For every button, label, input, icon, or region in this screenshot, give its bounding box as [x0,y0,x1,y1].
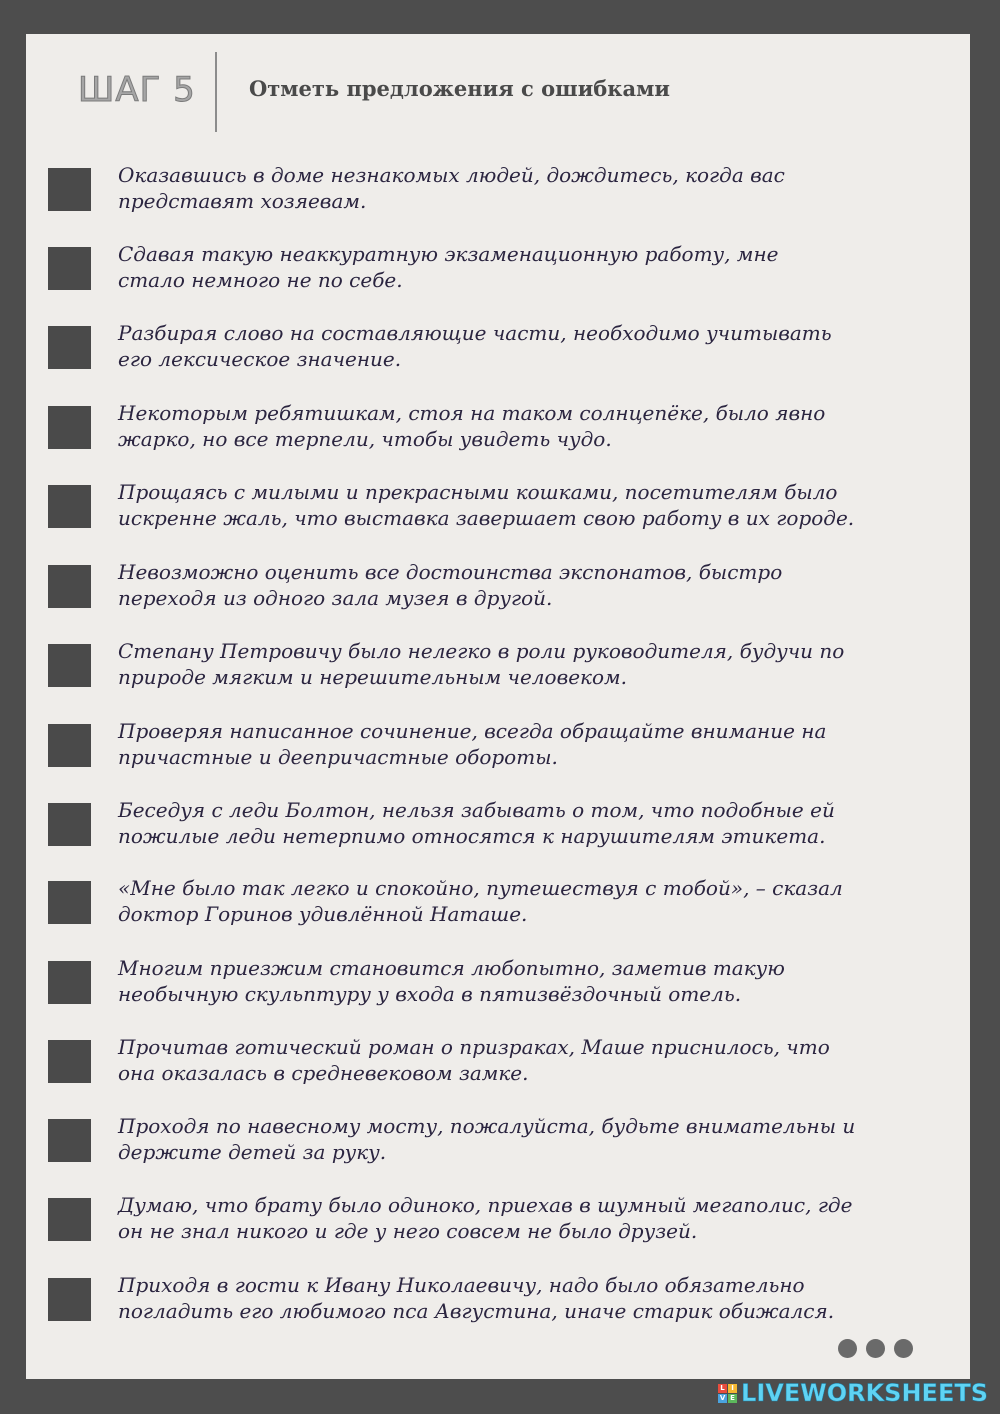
liveworksheets-logo[interactable] [718,1378,988,1408]
sentence-line-2: пожилые леди нетерпимо относятся к нарушителям этикета. [118,824,826,848]
sentence-line-2: переходя из одного зала музея в другой. [118,586,553,610]
sentence-checkbox[interactable] [48,1119,91,1162]
sentence-line-1: Проверяя написанное сочинение, всегда обращайте внимание на [118,719,827,743]
sentence-line-2: природе мягким и нерешительным человеком. [118,665,627,689]
sentence-checkbox[interactable] [48,961,91,1004]
sentence-item [26,638,970,698]
sentence-line-2: причастные и деепричастные обороты. [118,745,558,769]
sentence-line-1: Приходя в гости к Ивану Николаевичу, надо было обязательно [118,1273,805,1297]
sentence-item [26,320,970,380]
sentence-line-2: его лексическое значение. [118,347,402,371]
sentence-line-2: доктор Горинов удивлённой Наташе. [118,902,528,926]
sentence-checkbox[interactable] [48,803,91,846]
sentence-line-1: Разбирая слово на составляющие части, необходимо учитывать [118,321,832,345]
dot [894,1339,913,1358]
sentence-item [26,559,970,619]
sentence-checkbox[interactable] [48,406,91,449]
sentence-line-1: Оказавшись в доме незнакомых людей, дождитесь, когда вас [118,163,785,187]
sentence-line-1: Многим приезжим становится любопытно, заметив такую [118,956,785,980]
sentence-line-1: Думаю, что брату было одиноко, приехав в шумный мегаполис, где [118,1193,853,1217]
sentence-line-1: Некоторым ребятишкам, стоя на таком солнцепёке, было явно [118,401,826,425]
sentence-item [26,875,970,935]
sentence-item [26,162,970,222]
brand-name: LIVEWORKSHEETS [741,1379,988,1407]
sentence-item [26,400,970,460]
sentence-item [26,955,970,1015]
sentence-line-1: «Мне было так легко и спокойно, путешествуя с тобой», – сказал [118,876,843,900]
step-label: ШАГ 5 [78,70,196,110]
sentence-line-2: необычную скульптуру у входа в пятизвёздочный отель. [118,982,742,1006]
sentence-item [26,1192,970,1252]
brand-mark-letter: I [728,1384,737,1393]
sentence-line-1: Прощаясь с милыми и прекрасными кошками, посетителям было [118,480,838,504]
sentence-line-1: Прочитав готический роман о призраках, Маше приснилось, что [118,1035,830,1059]
sentence-checkbox[interactable] [48,881,91,924]
sentence-checkbox[interactable] [48,247,91,290]
sentence-line-2: он не знал никого и где у него совсем не было друзей. [118,1219,698,1243]
dot [838,1339,857,1358]
sentence-checkbox[interactable] [48,1278,91,1321]
sentence-checkbox[interactable] [48,724,91,767]
sentence-line-1: Невозможно оценить все достоинства экспонатов, быстро [118,560,783,584]
dot [866,1339,885,1358]
more-options-icon[interactable] [838,1339,918,1359]
worksheet-page [26,34,970,1379]
sentence-item [26,1113,970,1173]
sentence-line-1: Проходя по навесному мосту, пожалуйста, будьте внимательны и [118,1114,856,1138]
worksheet-header [26,34,970,134]
sentence-item [26,1034,970,1094]
sentence-line-2: стало немного не по себе. [118,268,403,292]
sentence-line-2: держите детей за руку. [118,1140,387,1164]
sentence-checkbox[interactable] [48,168,91,211]
sentence-line-2: жарко, но все терпели, чтобы увидеть чудо. [118,427,612,451]
sentence-item [26,241,970,301]
sentence-item [26,718,970,778]
sentence-checkbox[interactable] [48,565,91,608]
sentence-line-1: Сдавая такую неаккуратную экзаменационную работу, мне [118,242,779,266]
brand-mark-letter: L [718,1384,727,1393]
brand-mark-letter: E [728,1394,737,1403]
sentence-checkbox[interactable] [48,1198,91,1241]
sentence-checkbox[interactable] [48,1040,91,1083]
sentence-line-1: Беседуя с леди Болтон, нельзя забывать о том, что подобные ей [118,798,835,822]
sentence-line-2: погладить его любимого пса Августина, иначе старик обижался. [118,1299,835,1323]
worksheet-title: Отметь предложения с ошибками [249,76,670,101]
sentence-item [26,479,970,539]
sentence-item [26,797,970,857]
sentence-line-1: Степану Петровичу было нелегко в роли руководителя, будучи по [118,639,845,663]
sentence-line-2: она оказалась в средневековом замке. [118,1061,529,1085]
sentence-checkbox[interactable] [48,485,91,528]
sentence-line-2: представят хозяевам. [118,189,367,213]
sentence-checkbox[interactable] [48,644,91,687]
brand-mark-letter: V [719,1393,726,1402]
sentence-checkbox[interactable] [48,326,91,369]
liveworksheets-mark-icon [718,1384,737,1403]
sentence-line-2: искренне жаль, что выставка завершает свою работу в их городе. [118,506,855,530]
header-divider [215,52,217,132]
sentence-item [26,1272,970,1332]
